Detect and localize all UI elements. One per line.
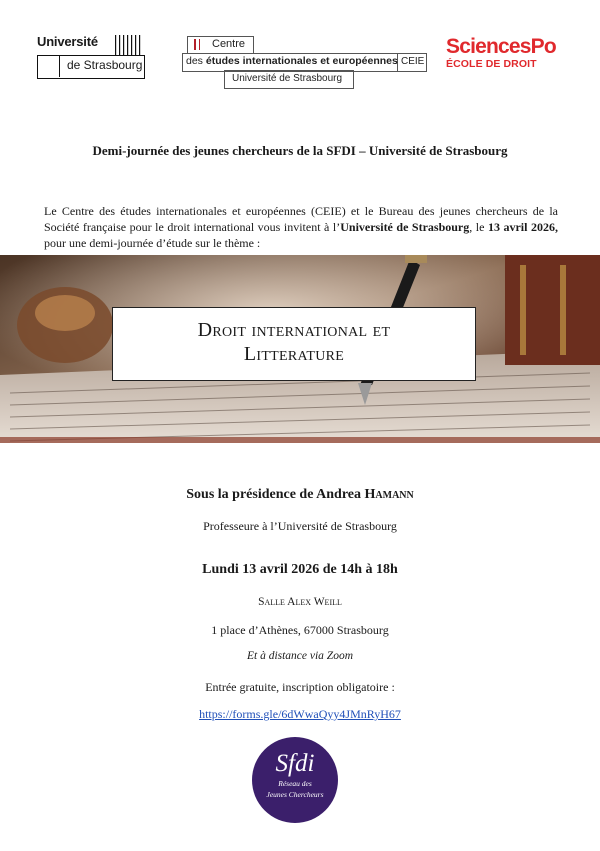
presidence-line: Sous la présidence de Andrea Hamann bbox=[186, 487, 414, 502]
intro-paragraph: Le Centre des études internationales et européennes (CEIE) et le Bureau des jeunes chercheurs de la Société française pour le droit international vous invitent à l’Université de Strasbourg, le 13 avril 2026, pour une demi-journée d’étude sur le thème : bbox=[44, 204, 558, 250]
ceie-acronym-text: CEIE bbox=[401, 56, 425, 67]
sfdi-logo bbox=[252, 737, 338, 823]
sciencespo-subtitle: ÉCOLE DE DROIT bbox=[446, 58, 537, 70]
banner-title-box bbox=[112, 307, 476, 381]
registration-link[interactable]: https://forms.gle/6dWwaQyy4JMnRyH67 bbox=[199, 707, 401, 721]
logo-bars-icon bbox=[113, 34, 145, 56]
ceie-centre-text: Centre bbox=[212, 38, 246, 50]
logo-strasbourg-text: de Strasbourg bbox=[67, 58, 143, 72]
ceie-universite-text: Université de Strasbourg bbox=[232, 73, 343, 84]
sciencespo-logo bbox=[446, 36, 586, 70]
ceie-logo bbox=[182, 36, 428, 92]
logo-divider bbox=[59, 56, 60, 77]
event-address: 1 place d’Athènes, 67000 Strasbourg bbox=[211, 623, 389, 637]
event-room: Salle Alex Weill bbox=[258, 596, 342, 608]
ceie-etudes-text: des études internationales et européennes bbox=[186, 55, 398, 67]
event-date: Lundi 13 avril 2026 de 14h à 18h bbox=[202, 562, 398, 577]
ceie-red-bar bbox=[194, 39, 196, 50]
presidence-role: Professeure à l’Université de Strasbourg bbox=[203, 519, 397, 533]
sfdi-line1: Réseau des bbox=[278, 779, 312, 788]
universite-strasbourg-logo bbox=[37, 34, 145, 78]
registration-note: Entrée gratuite, inscription obligatoire : bbox=[205, 680, 395, 694]
event-remote: Et à distance via Zoom bbox=[246, 650, 354, 662]
logo-universite-text: Université bbox=[37, 34, 98, 49]
ceie-red-bar-thin bbox=[199, 39, 200, 50]
sciencespo-name: SciencesPo bbox=[446, 35, 556, 58]
sfdi-name: Sfdi bbox=[275, 750, 315, 777]
theme-banner bbox=[0, 255, 600, 443]
banner-title-line1: Droit international et bbox=[197, 319, 391, 341]
registration-link-line bbox=[0, 707, 600, 722]
event-title: Demi-journée des jeunes chercheurs de la SFDI – Université de Strasbourg bbox=[92, 143, 508, 158]
banner-title-line2: Litterature bbox=[243, 343, 345, 365]
sfdi-line2: Jeunes Chercheurs bbox=[266, 790, 324, 799]
